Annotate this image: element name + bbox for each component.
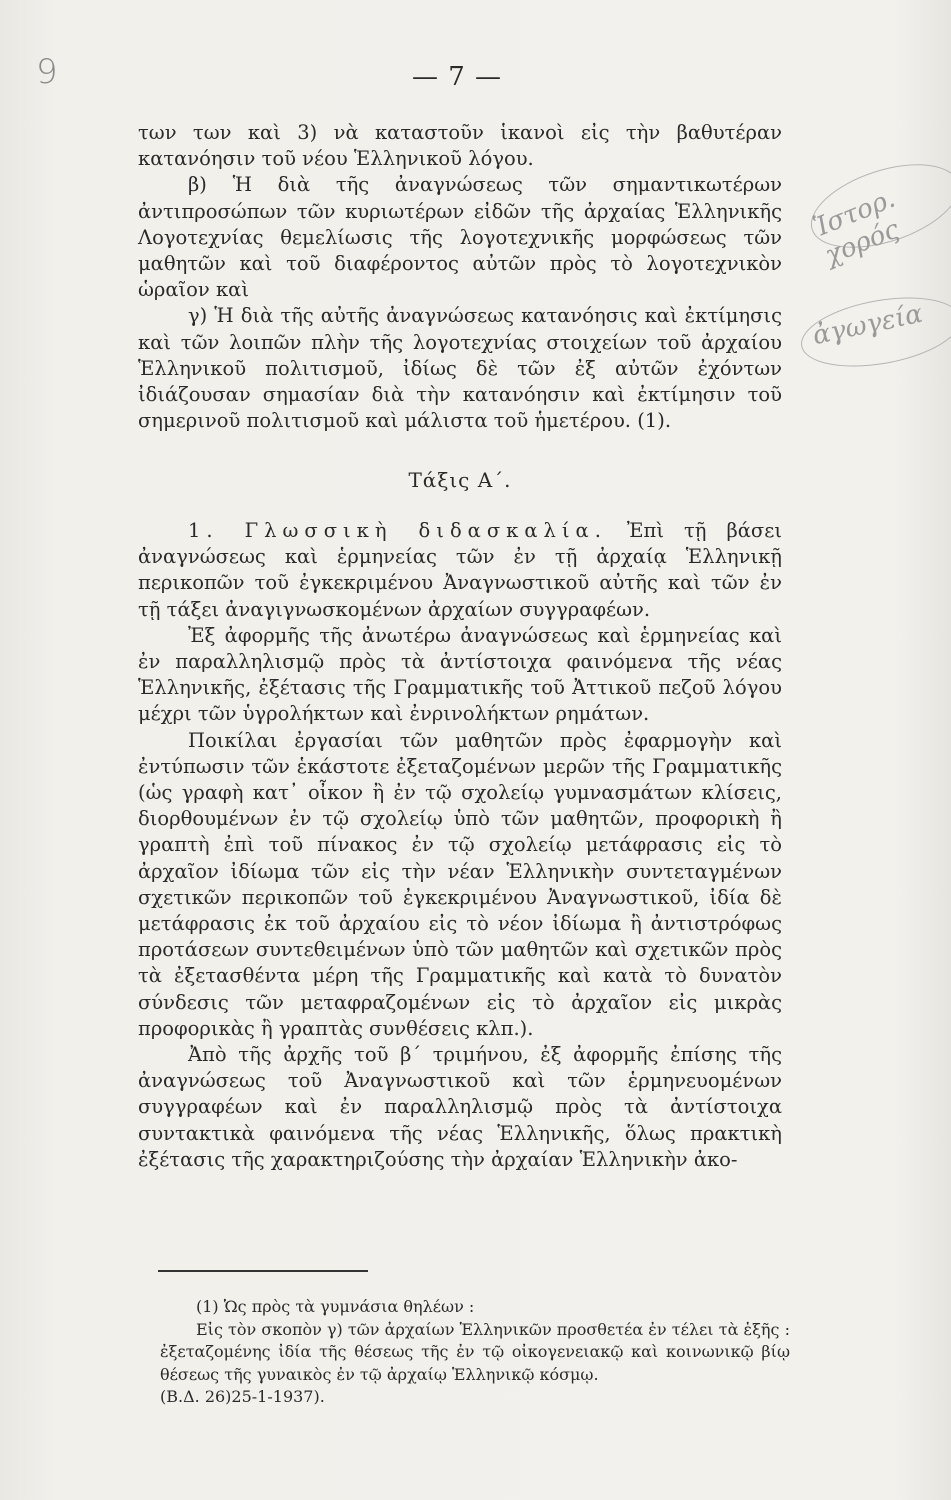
intro-paragraph-1: των των καὶ 3) νὰ καταστοῦν ἱκανοὶ εἰς τὴν βαθυτέραν κατανόησιν τοῦ νέου Ἑλληνικοῦ λόγου. (138, 121, 782, 171)
class-heading: Τάξις Α΄. (408, 468, 512, 492)
section-block (138, 518, 782, 1173)
footnote-divider (158, 1270, 368, 1272)
section-paragraph-4: Ἀπὸ τῆς ἀρχῆς τοῦ β΄ τριμήνου, ἐξ ἀφορμῆς ἐπίσης τῆς ἀναγνώσεως τοῦ Ἀναγνωστικοῦ καὶ τῶν ἑρμηνευομένων συγγραφέων καὶ ἐν παραλληλισμῷ πρὸς τὰ ἀντίστοιχα συντακτικὰ φαινόμενα τῆς νέας Ἑλληνικῆς, ὅλως πρακτικὴ ἐξέτασις τῆς χαρακτηριζούσης τὴν ἀρχαίαν Ἑλληνικὴν ἀκο- (138, 1043, 782, 1171)
section-paragraph-3: Ποικίλαι ἐργασίαι τῶν μαθητῶν πρὸς ἐφαρμογὴν καὶ ἐντύπωσιν τῶν ἑκάστοτε ἐξεταζομένων μερῶν τῆς Γραμματικῆς (ὡς γραφὴ κατ᾿ οἶκον ἢ ἐν τῷ σχολείῳ γυμνασμάτων κλίσεις, διορθουμένων ἐν τῷ σχολείῳ ὑπὸ τῶν μαθητῶν, προφορικὴ ἢ γραπτὴ ἐπὶ τοῦ πίνακος ἐν τῷ σχολείῳ μετάφρασις εἰς τὸ ἀρχαῖον ἰδίωμα τῶν εἰς τὴν νέαν Ἑλληνικὴν συντεταγμένων σχετικῶν περικοπῶν τοῦ ἐγκεκριμένου Ἀναγνωστικοῦ, ἰδία δὲ μετάφρασις ἐκ τοῦ ἀρχαίου εἰς τὸ νέον ἰδίωμα ἢ ἀντιστρόφως προτάσεων συντεθειμένων ὑπὸ τῶν μαθητῶν καὶ σχετικῶν πρὸς τὰ ἐξετασθέντα μέρη τῆς Γραμματικῆς καὶ κατὰ τὸ δυνατὸν σύνδεσις τῶν μεταφραζομένων εἰς τὸ ἀρχαῖον εἰς μικρὰς προφορικὰς ἢ γραπτὰς συνθέσεις κλπ.). (138, 728, 782, 1040)
section-paragraph-1-text: Ἐπὶ τῇ βάσει ἀναγνώσεως καὶ ἑρμηνείας τῶν ἐν τῇ ἀρχαίᾳ Ἑλληνικῇ περικοπῶν τοῦ ἐγκεκριμένου Ἀναγνωστικοῦ αὐτῆς καὶ τῶν ἐν τῇ τάξει ἀναγιγνωσκομένων ἀρχαίων συγγραφέων. (138, 519, 782, 621)
intro-block (138, 120, 782, 434)
footnote-line-1: (1) Ὡς πρὸς τὰ γυμνάσια θηλέων : (196, 1297, 475, 1316)
intro-paragraph-3: γ) Ἡ διὰ τῆς αὐτῆς ἀναγνώσεως κατανόησις καὶ ἐκτίμησις καὶ τῶν λοιπῶν πλὴν τῆς λογοτεχνίας στοιχείων τοῦ ἀρχαίου Ἑλληνικοῦ πολιτισμοῦ, ἰδίως δὲ τῶν ἐξ αὐτῶν ἐχόντων ἰδιάζουσαν σημασίαν διὰ τὴν κατανόησιν καὶ ἐκτίμησιν τοῦ σημερινοῦ πολιτισμοῦ καὶ μάλιστα τοῦ ἡμετέρου. (1). (138, 304, 782, 433)
section-title: 1. Γλωσσικὴ διδασκαλία. (188, 519, 607, 542)
page-number: — 7 — (411, 62, 503, 92)
footnote (160, 1296, 790, 1409)
intro-paragraph-2: β) Ἡ διὰ τῆς ἀναγνώσεως τῶν σημαντικωτέρων ἀντιπροσώπων τῶν κυριωτέρων εἰδῶν τῆς ἀρχαίας Ἑλληνικῆς Λογοτεχνίας θεμελίωσις τῆς λογοτεχνικῆς μορφώσεως τῶν μαθητῶν καὶ τοῦ διαφέροντος αὐτῶν πρὸς τὸ λογοτεχνικὸν ὡραῖον καὶ (138, 173, 782, 302)
archive-page-mark: 9 (36, 52, 58, 92)
footnote-line-2: Εἰς τὸν σκοπὸν γ) τῶν ἀρχαίων Ἑλληνικῶν προσθετέα ἐν τέλει τὰ ἑξῆς : ἐξεταζομένης ἰδία τῆς θέσεως τῆς ἐν τῷ οἰκογενειακῷ καὶ κοινωνικῷ βίῳ θέσεως τῆς γυναικὸς ἐν τῷ ἀρχαίῳ Ἑλληνικῷ κόσμῳ. (160, 1319, 790, 1384)
margin-note-1: Ἱστορ. χορός (809, 183, 904, 272)
section-paragraph-1 (138, 518, 782, 623)
footnote-line-3: (Β.Δ. 26)25-1-1937). (160, 1387, 325, 1406)
section-paragraph-2: Ἐξ ἀφορμῆς τῆς ἀνωτέρω ἀναγνώσεως καὶ ἑρμηνείας καὶ ἐν παραλληλισμῷ πρὸς τὰ ἀντίστοιχα φαινόμενα τῆς νέας Ἑλληνικῆς, ἐξέτασις τῆς Γραμματικῆς τοῦ Ἀττικοῦ πεζοῦ λόγου μέχρι τῶν ὑγρολήκτων καὶ ἐνρινολήκτων ρημάτων. (138, 623, 782, 726)
margin-note-2: ἀγωγεία (810, 298, 926, 352)
